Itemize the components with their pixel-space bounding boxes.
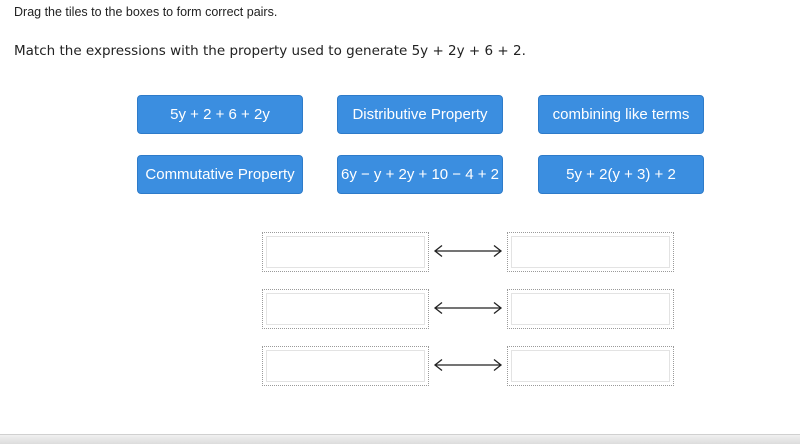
tile-distributive-property[interactable]: Distributive Property [337,95,503,134]
tile-expression-6y-y-2y-10-4-2[interactable]: 6y − y + 2y + 10 − 4 + 2 [337,155,503,194]
drop-box-left-3[interactable] [262,346,429,386]
drop-box-left-1[interactable] [262,232,429,272]
tile-combining-like-terms[interactable]: combining like terms [538,95,704,134]
instruction-text: Drag the tiles to the boxes to form correct pairs. [14,5,278,19]
drop-box-left-2[interactable] [262,289,429,329]
drop-box-right-1[interactable] [507,232,674,272]
tile-commutative-property[interactable]: Commutative Property [137,155,303,194]
tile-expression-5y-2-6-2y[interactable]: 5y + 2 + 6 + 2y [137,95,303,134]
double-headed-arrow-icon [433,244,503,258]
question-prompt: Match the expressions with the property used to generate 5y + 2y + 6 + 2. [14,43,526,59]
tile-expression-5y-2-y-3-2[interactable]: 5y + 2(y + 3) + 2 [538,155,704,194]
double-headed-arrow-icon [433,358,503,372]
drop-box-right-2[interactable] [507,289,674,329]
drop-box-right-3[interactable] [507,346,674,386]
bottom-divider [0,434,800,444]
double-headed-arrow-icon [433,301,503,315]
